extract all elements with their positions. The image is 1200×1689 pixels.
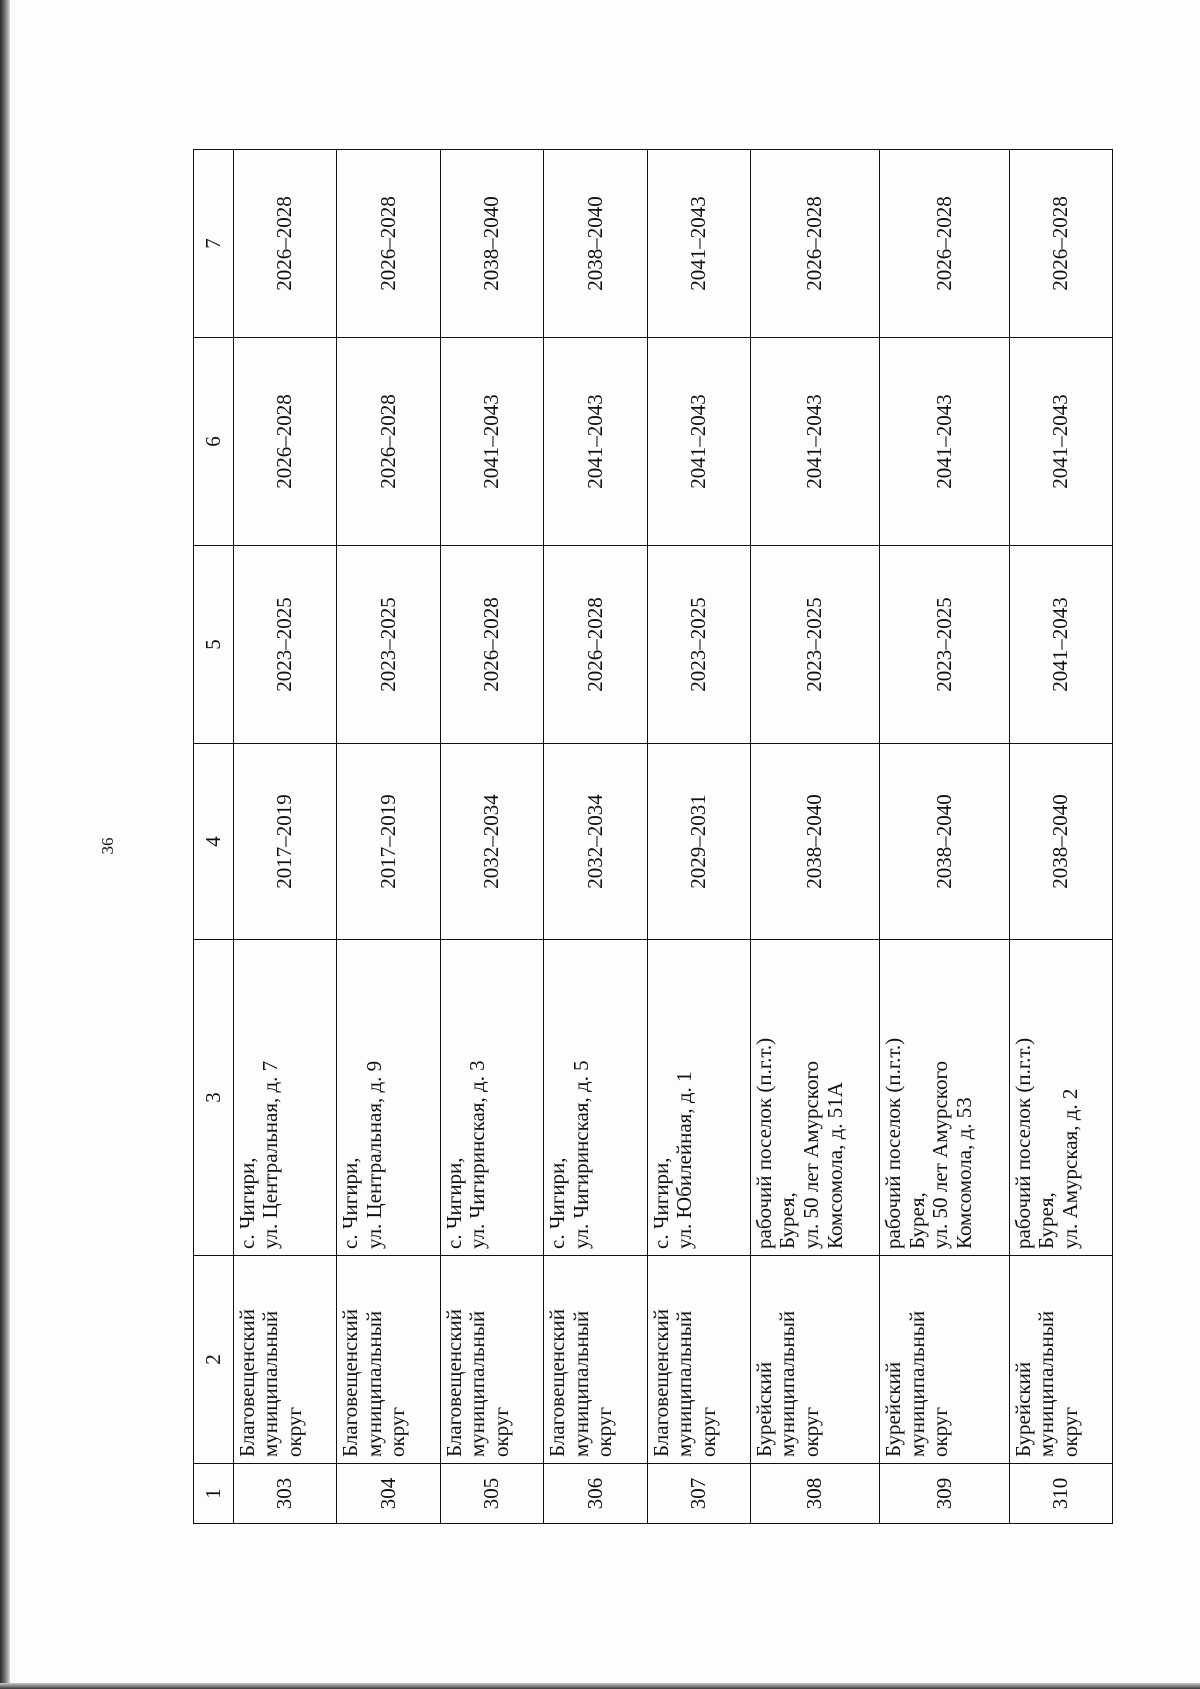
period-cell-c5: 2023–2025 [880, 546, 1009, 744]
table-row [233, 150, 336, 1524]
address-line: ул. Центральная, д. 9 [361, 1060, 386, 1249]
table-row [750, 150, 879, 1524]
address-line: Комсомола, д. 53 [951, 1097, 976, 1249]
period-cell-c5: 2026–2028 [544, 546, 647, 744]
district-line: округ [488, 1406, 513, 1457]
period-cell-c4: 2032–2034 [440, 744, 543, 940]
district-line: Благовещенский [648, 1308, 673, 1457]
address-cell [440, 940, 543, 1256]
address-cell [544, 940, 647, 1256]
district-line: муниципальный [775, 1310, 800, 1457]
header-cell: 7 [194, 150, 234, 338]
header-cell: 2 [194, 1256, 234, 1464]
table-row [880, 150, 1009, 1524]
address-line: ул. Амурская, д. 2 [1057, 1088, 1082, 1249]
header-cell: 5 [194, 546, 234, 744]
scan-bottom-edge [0, 1683, 1200, 1689]
period-cell-c6: 2026–2028 [337, 338, 440, 546]
address-cell [1009, 940, 1112, 1256]
address-line: Бурея, [904, 1192, 929, 1249]
district-line: муниципальный [361, 1310, 386, 1457]
period-cell-c6: 2026–2028 [233, 338, 336, 546]
period-cell-c6: 2041–2043 [1009, 338, 1112, 546]
table-row [647, 150, 750, 1524]
schedule-table [193, 149, 1113, 1524]
address-line: ул. 50 лет Амурского [928, 1060, 953, 1249]
district-line: муниципальный [258, 1310, 283, 1457]
address-cell [750, 940, 879, 1256]
period-cell-c7: 2041–2043 [647, 150, 750, 338]
address-line: рабочий поселок (п.г.т.) [751, 1037, 776, 1249]
row-number-cell: 309 [880, 1464, 1009, 1524]
address-line: Комсомола, д. 51А [822, 1082, 847, 1249]
row-number-cell: 307 [647, 1464, 750, 1524]
district-line: округ [928, 1406, 953, 1457]
district-line: округ [695, 1406, 720, 1457]
period-cell-c4: 2038–2040 [750, 744, 879, 940]
period-cell-c5: 2023–2025 [337, 546, 440, 744]
period-cell-c5: 2023–2025 [233, 546, 336, 744]
address-cell [880, 940, 1009, 1256]
period-cell-c4: 2032–2034 [544, 744, 647, 940]
table-row [440, 150, 543, 1524]
period-cell-c4: 2038–2040 [880, 744, 1009, 940]
district-cell [750, 1256, 879, 1464]
period-cell-c5: 2023–2025 [647, 546, 750, 744]
period-cell-c4: 2017–2019 [233, 744, 336, 940]
district-line: Благовещенский [441, 1308, 466, 1457]
row-number-cell: 308 [750, 1464, 879, 1524]
period-cell-c6: 2041–2043 [544, 338, 647, 546]
row-number-cell: 303 [233, 1464, 336, 1524]
address-cell [647, 940, 750, 1256]
address-line: ул. Чигиринская, д. 5 [568, 1060, 593, 1249]
address-line: с. Чигири, [648, 1157, 673, 1249]
district-cell [544, 1256, 647, 1464]
address-cell [337, 940, 440, 1256]
address-line: с. Чигири, [441, 1157, 466, 1249]
period-cell-c4: 2017–2019 [337, 744, 440, 940]
address-line: с. Чигири, [338, 1157, 363, 1249]
period-cell-c5: 2041–2043 [1009, 546, 1112, 744]
table-row [337, 150, 440, 1524]
district-cell [233, 1256, 336, 1464]
period-cell-c6: 2041–2043 [750, 338, 879, 546]
period-cell-c7: 2026–2028 [1009, 150, 1112, 338]
period-cell-c7: 2038–2040 [544, 150, 647, 338]
period-cell-c6: 2041–2043 [880, 338, 1009, 546]
period-cell-c5: 2026–2028 [440, 546, 543, 744]
header-cell: 3 [194, 940, 234, 1256]
table-row [1009, 150, 1112, 1524]
period-cell-c7: 2038–2040 [440, 150, 543, 338]
period-cell-c7: 2026–2028 [337, 150, 440, 338]
period-cell-c7: 2026–2028 [233, 150, 336, 338]
district-line: Бурейский [881, 1361, 906, 1457]
district-line: Бурейский [1010, 1361, 1035, 1457]
period-cell-c4: 2038–2040 [1009, 744, 1112, 940]
table-body [194, 150, 1113, 1524]
row-number-cell: 304 [337, 1464, 440, 1524]
district-line: округ [592, 1406, 617, 1457]
district-line: муниципальный [1034, 1310, 1059, 1457]
table-row [544, 150, 647, 1524]
header-row [194, 150, 234, 1524]
district-cell [337, 1256, 440, 1464]
district-cell [647, 1256, 750, 1464]
district-line: Благовещенский [234, 1308, 259, 1457]
period-cell-c7: 2026–2028 [880, 150, 1009, 338]
district-line: Благовещенский [338, 1308, 363, 1457]
district-line: муниципальный [904, 1310, 929, 1457]
row-number-cell: 306 [544, 1464, 647, 1524]
district-cell [440, 1256, 543, 1464]
district-line: округ [385, 1406, 410, 1457]
period-cell-c7: 2026–2028 [750, 150, 879, 338]
scan-left-edge [0, 0, 10, 1689]
district-line: округ [281, 1406, 306, 1457]
address-line: ул. 50 лет Амурского [799, 1060, 823, 1249]
row-number-cell: 310 [1009, 1464, 1112, 1524]
period-cell-c6: 2041–2043 [440, 338, 543, 546]
address-line: рабочий поселок (п.г.т.) [881, 1037, 906, 1249]
address-line: Бурея, [775, 1192, 800, 1249]
period-cell-c4: 2029–2031 [647, 744, 750, 940]
district-line: Бурейский [751, 1361, 776, 1457]
district-line: Благовещенский [545, 1308, 570, 1457]
district-line: муниципальный [465, 1310, 490, 1457]
district-cell [880, 1256, 1009, 1464]
row-number-cell: 305 [440, 1464, 543, 1524]
header-cell: 6 [194, 338, 234, 546]
header-cell: 4 [194, 744, 234, 940]
header-cell: 1 [194, 1464, 234, 1524]
district-line: округ [1057, 1406, 1082, 1457]
district-line: муниципальный [568, 1310, 593, 1457]
district-line: округ [799, 1406, 823, 1457]
address-line: ул. Центральная, д. 7 [258, 1060, 283, 1249]
address-line: ул. Чигиринская, д. 3 [465, 1060, 490, 1249]
period-cell-c6: 2041–2043 [647, 338, 750, 546]
page-number: 36 [98, 837, 117, 855]
address-cell [233, 940, 336, 1256]
address-line: рабочий поселок (п.г.т.) [1010, 1037, 1035, 1249]
rotated-table-container [193, 150, 1113, 1524]
period-cell-c5: 2023–2025 [750, 546, 879, 744]
address-line: Бурея, [1034, 1192, 1059, 1249]
district-line: муниципальный [672, 1310, 697, 1457]
address-line: с. Чигири, [545, 1157, 570, 1249]
address-line: ул. Юбилейная, д. 1 [672, 1071, 697, 1249]
district-cell [1009, 1256, 1112, 1464]
address-line: с. Чигири, [234, 1157, 259, 1249]
